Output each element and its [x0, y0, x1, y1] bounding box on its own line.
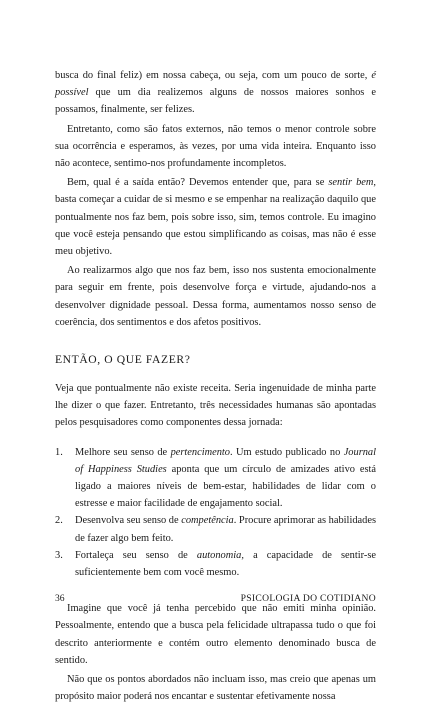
paragraph-purpose: Não que os pontos abordados não incluam isso, mas creio que apenas um propósito maior poderá nos encantar e sustentar efetivamente nossa — [55, 674, 376, 703]
paragraph-opinion: Imagine que você já tenha percebido que não emiti minha opinião. Pessoalmente, entendo que a busca pela felicidade ultrapassa tudo o que foi descrito anteriormente e contém outro elemento denominado busca de sentido. — [55, 603, 376, 666]
list-number: 2. — [55, 515, 63, 527]
list-item: 2. Desenvolva seu senso de competência. Procure aprimorar as habilidades de fazer algo bem feito. — [55, 512, 376, 546]
list-number: 1. — [55, 446, 63, 458]
running-title: PSICOLOGIA DO COTIDIANO — [240, 593, 376, 604]
needs-list — [55, 444, 376, 582]
list-number: 3. — [55, 549, 63, 561]
list-item: 3. Fortaleça seu senso de autonomia, a capacidade de sentir-se suficientemente bem com você mesmo. — [55, 547, 376, 581]
page-number: 36 — [55, 593, 65, 604]
list-item: 1. Melhore seu senso de pertencimento. Um estudo publicado no Journal of Happiness Studies aponta que um círculo de amizades ativo está ligado a maiores níveis de bem-estar, habilidades de lidar com o estresse e maior facilidade de engajamento social. — [55, 444, 376, 513]
paragraph-solution: Bem, qual é a saída então? Devemos entender que, para se sentir bem, basta começar a cuidar de si mesmo e se empenhar na realização daquilo que pontualmente nos faz bem, pois sobre isso, sim, temos controle. Eu imagino que você esteja pensando que estou simplificando as coisas, mas não é esse meu objetivo. — [55, 177, 377, 258]
emphasis-text: sentir bem — [328, 177, 374, 189]
section-heading: ENTÃO, O QUE FAZER? — [55, 353, 191, 367]
emphasis-text: é possível — [55, 70, 376, 99]
paragraph-intro: Veja que pontualmente não existe receita. Seria ingenuidade de minha parte lhe dizer o que fazer. Entretanto, três necessidades humanas são apontadas pelos pesquisadores como componentes dessa jornada: — [55, 383, 376, 429]
paragraph-emotional-support: Ao realizarmos algo que nos faz bem, isso nos sustenta emocionalmente para seguir em frente, pois desenvolve força e virtude, ajudando-nos a desenvolver dignidade pessoal. Dessa forma, aumentamos nosso senso de coerência, dos sentimentos e dos afetos positivos. — [55, 265, 376, 328]
paragraph-continuation: busca do final feliz) em nossa cabeça, ou seja, com um pouco de sorte, é possível que um dia realizemos alguns de nossos maiores sonhos e possamos, finalmente, ser felizes. — [55, 70, 376, 116]
page-body — [55, 67, 376, 706]
paragraph-external-facts: Entretanto, como são fatos externos, não temos o menor controle sobre sua ocorrência e esperamos, às vezes, por uma vida inteira. Enquanto isso não acontece, sentimo-nos profundamente incompletos. — [55, 123, 376, 170]
